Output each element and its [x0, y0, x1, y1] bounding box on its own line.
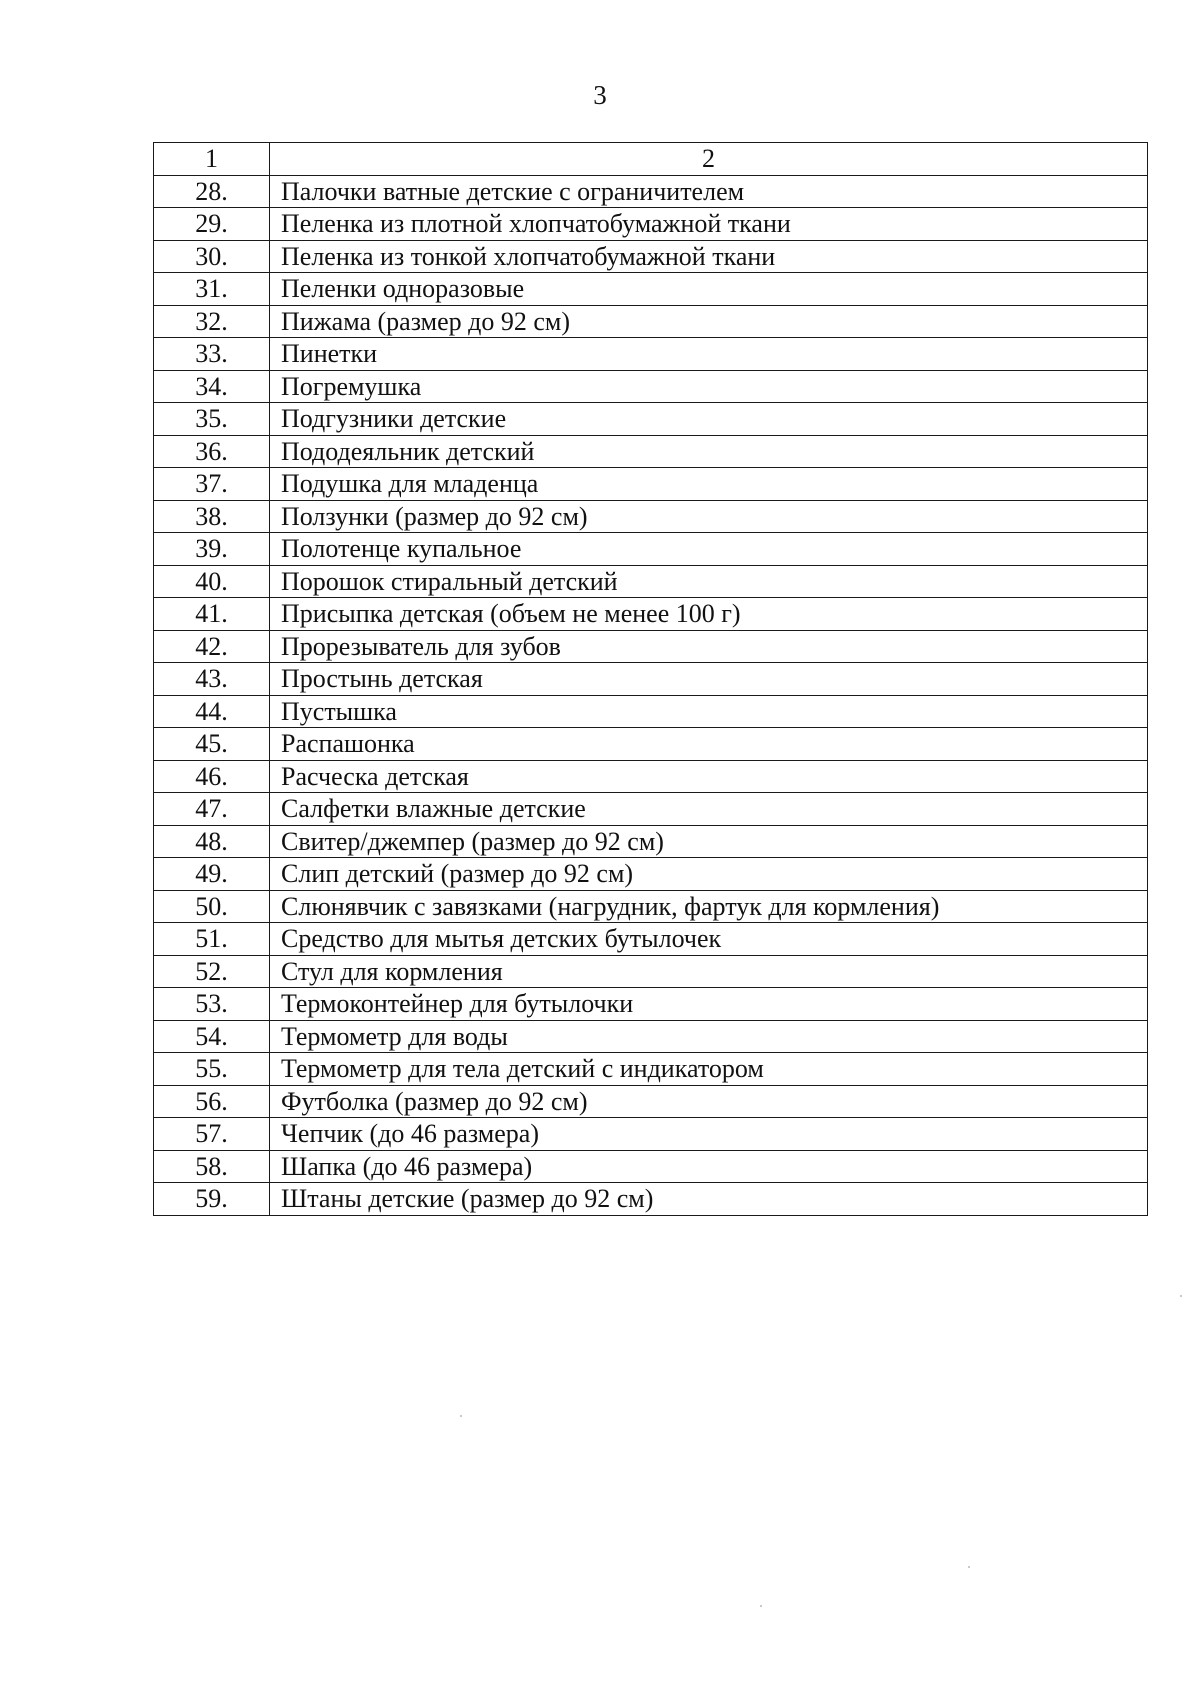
items-table-body: [154, 143, 1148, 1216]
row-number: 57.: [154, 1118, 270, 1151]
table-row: [154, 955, 1148, 988]
scan-speck: [760, 1605, 762, 1607]
table-row: [154, 468, 1148, 501]
table-row: [154, 500, 1148, 533]
row-number: 51.: [154, 923, 270, 956]
row-number: 50.: [154, 890, 270, 923]
item-name: Штаны детские (размер до 92 см): [270, 1183, 1148, 1216]
item-name: Средство для мытья детских бутылочек: [270, 923, 1148, 956]
item-name: Термометр для воды: [270, 1020, 1148, 1053]
table-row: [154, 923, 1148, 956]
row-number: 58.: [154, 1150, 270, 1183]
table-row: [154, 663, 1148, 696]
table-row: [154, 1020, 1148, 1053]
row-number: 52.: [154, 955, 270, 988]
row-number: 28.: [154, 175, 270, 208]
table-row: [154, 760, 1148, 793]
item-name: Свитер/джемпер (размер до 92 см): [270, 825, 1148, 858]
item-name: Пустышка: [270, 695, 1148, 728]
table-row: [154, 630, 1148, 663]
table-row: [154, 240, 1148, 273]
item-name: Пеленка из тонкой хлопчатобумажной ткани: [270, 240, 1148, 273]
item-name: Шапка (до 46 размера): [270, 1150, 1148, 1183]
table-row: [154, 305, 1148, 338]
table-row: [154, 338, 1148, 371]
table-row: [154, 598, 1148, 631]
row-number: 36.: [154, 435, 270, 468]
item-name: Погремушка: [270, 370, 1148, 403]
item-name: Полотенце купальное: [270, 533, 1148, 566]
table-row: [154, 370, 1148, 403]
item-name: Прорезыватель для зубов: [270, 630, 1148, 663]
table-row: [154, 858, 1148, 891]
column-header-number: 1: [154, 143, 270, 176]
row-number: 29.: [154, 208, 270, 241]
table-row: [154, 208, 1148, 241]
table-row: [154, 890, 1148, 923]
row-number: 59.: [154, 1183, 270, 1216]
table-row: [154, 695, 1148, 728]
table-row: [154, 1085, 1148, 1118]
table-row: [154, 273, 1148, 306]
table-row: [154, 988, 1148, 1021]
item-name: Палочки ватные детские с ограничителем: [270, 175, 1148, 208]
row-number: 47.: [154, 793, 270, 826]
item-name: Слюнявчик с завязками (нагрудник, фартук для кормления): [270, 890, 1148, 923]
item-name: Футболка (размер до 92 см): [270, 1085, 1148, 1118]
row-number: 37.: [154, 468, 270, 501]
item-name: Пеленки одноразовые: [270, 273, 1148, 306]
item-name: Термометр для тела детский с индикатором: [270, 1053, 1148, 1086]
item-name: Подгузники детские: [270, 403, 1148, 436]
row-number: 42.: [154, 630, 270, 663]
item-name: Присыпка детская (объем не менее 100 г): [270, 598, 1148, 631]
scan-speck: [460, 1415, 462, 1417]
row-number: 45.: [154, 728, 270, 761]
column-header-name: 2: [270, 143, 1148, 176]
scan-speck: [1180, 1295, 1182, 1297]
table-row: [154, 728, 1148, 761]
table-row: [154, 565, 1148, 598]
item-name: Простынь детская: [270, 663, 1148, 696]
item-name: Стул для кормления: [270, 955, 1148, 988]
row-number: 41.: [154, 598, 270, 631]
item-name: Салфетки влажные детские: [270, 793, 1148, 826]
table-row: [154, 533, 1148, 566]
row-number: 40.: [154, 565, 270, 598]
row-number: 48.: [154, 825, 270, 858]
row-number: 35.: [154, 403, 270, 436]
row-number: 56.: [154, 1085, 270, 1118]
item-name: Подушка для младенца: [270, 468, 1148, 501]
item-name: Ползунки (размер до 92 см): [270, 500, 1148, 533]
row-number: 34.: [154, 370, 270, 403]
table-header-row: [154, 143, 1148, 176]
row-number: 32.: [154, 305, 270, 338]
row-number: 54.: [154, 1020, 270, 1053]
table-row: [154, 175, 1148, 208]
item-name: Термоконтейнер для бутылочки: [270, 988, 1148, 1021]
row-number: 31.: [154, 273, 270, 306]
item-name: Порошок стиральный детский: [270, 565, 1148, 598]
item-name: Пеленка из плотной хлопчатобумажной ткани: [270, 208, 1148, 241]
items-table: [153, 142, 1148, 1216]
table-row: [154, 1150, 1148, 1183]
page-number: 3: [593, 80, 607, 110]
row-number: 44.: [154, 695, 270, 728]
table-row: [154, 435, 1148, 468]
table-row: [154, 403, 1148, 436]
item-name: Пижама (размер до 92 см): [270, 305, 1148, 338]
item-name: Пододеяльник детский: [270, 435, 1148, 468]
table-row: [154, 1118, 1148, 1151]
row-number: 33.: [154, 338, 270, 371]
item-name: Распашонка: [270, 728, 1148, 761]
row-number: 53.: [154, 988, 270, 1021]
row-number: 38.: [154, 500, 270, 533]
item-name: Пинетки: [270, 338, 1148, 371]
row-number: 46.: [154, 760, 270, 793]
table-row: [154, 1183, 1148, 1216]
item-name: Чепчик (до 46 размера): [270, 1118, 1148, 1151]
table-row: [154, 825, 1148, 858]
item-name: Слип детский (размер до 92 см): [270, 858, 1148, 891]
table-row: [154, 1053, 1148, 1086]
row-number: 39.: [154, 533, 270, 566]
item-name: Расческа детская: [270, 760, 1148, 793]
row-number: 49.: [154, 858, 270, 891]
scan-speck: [968, 1566, 970, 1568]
row-number: 55.: [154, 1053, 270, 1086]
row-number: 30.: [154, 240, 270, 273]
table-row: [154, 793, 1148, 826]
row-number: 43.: [154, 663, 270, 696]
